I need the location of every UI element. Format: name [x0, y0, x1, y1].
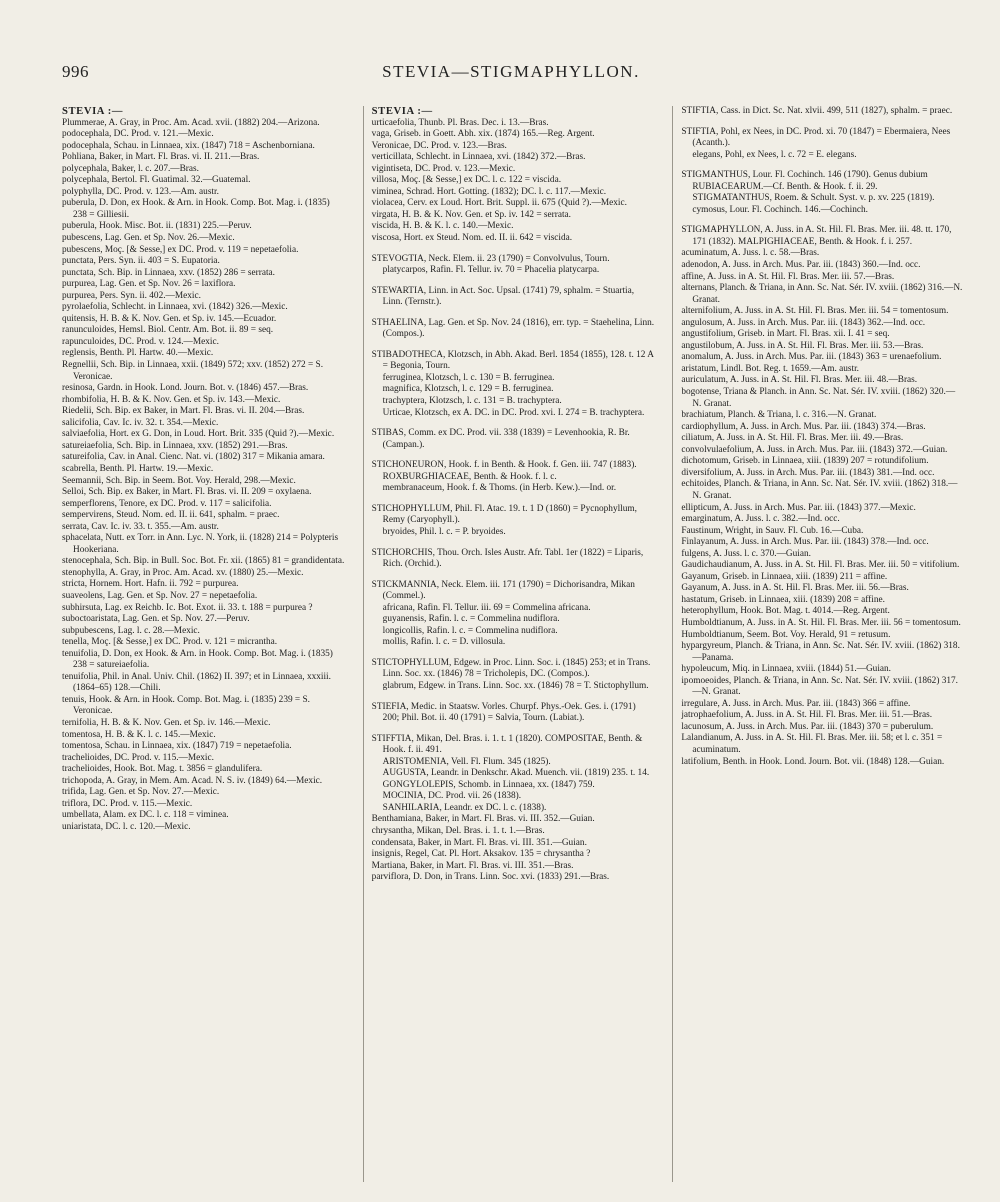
dictionary-entry: scabrella, Benth. Pl. Hartw. 19.—Mexic. [62, 463, 214, 474]
dictionary-entry: sempervirens, Steud. Nom. ed. II. ii. 641, sphalm. = praec. [62, 510, 280, 521]
dictionary-entry: STIFTIA, Cass. in Dict. Sc. Nat. xlvii. 499, 511 (1827), sphalm. = praec. [681, 106, 953, 116]
dictionary-entry: pyrolaefolia, Schlecht. in Linnaea, xvi. (1842) 326.—Mexic. [62, 302, 288, 313]
dictionary-entry: Gayanum, Griseb. in Linnaea, xiii. (1839) 211 = affine. [681, 571, 888, 582]
dictionary-entry: alternifolium, A. Juss. in A. St. Hil. Fl. Bras. Mer. iii. 54 = tomentosum. [681, 306, 949, 317]
dictionary-entry: STEWARTIA, Linn. in Act. Soc. Upsal. (1741) 79, sphalm. = Stuartia, Linn. (Ternstr.). [371, 285, 635, 308]
dictionary-entry: umbellata, Alam. ex DC. l. c. 118 = viminea. [62, 810, 229, 821]
dictionary-entry: satureiaefolia, Sch. Bip. in Linnaea, xxv. (1852) 291.—Bras. [62, 440, 288, 451]
dictionary-entry: tenuifolia, Phil. in Anal. Univ. Chil. (1862) II. 397; et in Linnaea, xxxiii. (1864–65) 128.—Chili. [62, 671, 331, 694]
dictionary-entry: hypoleucum, Miq. in Linnaea, xviii. (1844) 51.—Guian. [681, 664, 892, 675]
dictionary-entry: Humboldtianum, Seem. Bot. Voy. Herald, 91 = retusum. [681, 629, 891, 640]
dictionary-entry: Benthamiana, Baker, in Mart. Fl. Bras. vi. III. 352.—Guian. [371, 814, 595, 825]
dictionary-entry: tenella, Moç. [& Sesse,] ex DC. Prod. v. 121 = micrantha. [62, 637, 278, 648]
dictionary-entry: latifolium, Benth. in Hook. Lond. Journ. Bot. vii. (1848) 128.—Guian. [681, 756, 945, 767]
dictionary-entry: suboctoaristata, Lag. Gen. et Sp. Nov. 27.—Peruv. [62, 614, 250, 625]
dictionary-entry: pubescens, Lag. Gen. et Sp. Nov. 26.—Mexic. [62, 233, 235, 244]
dictionary-entry: tenuifolia, D. Don, ex Hook. & Arn. in Hook. Comp. Bot. Mag. i. (1835) 238 = satureiaefolia. [62, 648, 333, 671]
dictionary-entry: podocephala, DC. Prod. v. 121.—Mexic. [62, 129, 214, 140]
text-column [363, 106, 655, 1182]
dictionary-entry: STIBADOTHECA, Klotzsch, in Abh. Akad. Berl. 1854 (1855), 128. t. 12 A = Begonia, Tourn. ferruginea, Klotzsch, l. c. 130 = B. ferruginea. magnifica, Klotzsch, l. c. 129 = B. ferruginea. trachyptera, Klotzsch, l. c. 131 = B. trachyptera. Urticae, Klotzsch, ex A. DC. in DC. Prod. xvi. I. 274 = B. trachyptera. [371, 349, 654, 418]
dictionary-entry: urticaefolia, Thunb. Pl. Bras. Dec. i. 13.—Bras. [371, 117, 549, 128]
dictionary-entry: polyphylla, DC. Prod. v. 123.—Am. austr. [62, 186, 219, 197]
dictionary-entry: Veronicae, DC. Prod. v. 123.—Bras. [371, 140, 507, 151]
dictionary-entry: violacea, Cerv. ex Loud. Hort. Brit. Suppl. ii. 675 (Quid ?).—Mexic. [371, 198, 627, 209]
page-header [62, 62, 960, 90]
dictionary-entry: uniaristata, DC. l. c. 120.—Mexic. [62, 821, 191, 832]
dictionary-entry: trichopoda, A. Gray, in Mem. Am. Acad. N. S. iv. (1849) 64.—Mexic. [62, 775, 323, 786]
dictionary-entry: stenocephala, Sch. Bip. in Bull. Soc. Bot. Fr. xii. (1865) 81 = grandidentata. [62, 556, 345, 567]
dictionary-entry: trachelioides, DC. Prod. v. 115.—Mexic. [62, 752, 214, 763]
text-columns [62, 106, 964, 1182]
dictionary-entry: Pohliana, Baker, in Mart. Fl. Bras. vi. II. 211.—Bras. [62, 152, 260, 163]
dictionary-entry: jatrophaefolium, A. Juss. in A. St. Hil. Fl. Bras. Mer. iii. 51.—Bras. [681, 710, 933, 721]
dictionary-entry: STICHORCHIS, Thou. Orch. Isles Austr. Afr. Tabl. 1er (1822) = Liparis, Rich. (Orchid.). [371, 547, 644, 570]
dictionary-entry: lacunosum, A. Juss. in Arch. Mus. Par. iii. (1843) 370 = puberulum. [681, 721, 934, 732]
dictionary-entry: purpurea, Pers. Syn. ii. 402.—Mexic. [62, 290, 201, 301]
dictionary-entry: quitensis, H. B. & K. Nov. Gen. et Sp. iv. 145.—Ecuador. [62, 313, 277, 324]
dictionary-entry: viscosa, Hort. ex Steud. Nom. ed. II. ii. 642 = viscida. [371, 233, 573, 244]
dictionary-entry: affine, A. Juss. in A. St. Hil. Fl. Bras. Mer. iii. 57.—Bras. [681, 271, 895, 282]
dictionary-entry: rhombifolia, H. B. & K. Nov. Gen. et Sp. iv. 143.—Mexic. [62, 394, 281, 405]
dictionary-entry: convolvulaefolium, A. Juss. in Arch. Mus. Par. iii. (1843) 372.—Guian. [681, 444, 948, 455]
dictionary-entry: irregulare, A. Juss. in Arch. Mus. Par. iii. (1843) 366 = affine. [681, 698, 911, 709]
dictionary-entry: trachelioides, Hook. Bot. Mag. t. 3856 = glandulifera. [62, 764, 263, 775]
dictionary-entry: Plummerae, A. Gray, in Proc. Am. Acad. xvii. (1882) 204.—Arizona. [62, 117, 320, 128]
dictionary-entry: aristatum, Lindl. Bot. Reg. t. 1659.—Am. austr. [681, 363, 860, 374]
dictionary-entry: STIFFTIA, Mikan, Del. Bras. i. 1. t. 1 (1820). COMPOSITAE, Benth. & Hook. f. ii. 491. ARISTOMENIA, Vell. Fl. Flum. 345 (1825). AUGUSTA, Leandr. in Denkschr. Akad. Muench. vii. (1819) 235. t. 14. GONGYLOLEPIS, Schomb. in Linnaea, xx. (1847) 759. MOCINIA, DC. Prod. vii. 26 (1838). SANHILARIA, Leandr. ex DC. l. c. (1838). [371, 733, 650, 813]
dictionary-entry: Finlayanum, A. Juss. in Arch. Mus. Par. iii. (1843) 378.—Ind. occ. [681, 537, 929, 548]
dictionary-entry: subpubescens, Lag. l. c. 28.—Mexic. [62, 625, 200, 636]
dictionary-entry: Gaudichaudianum, A. Juss. in A. St. Hil. Fl. Bras. Mer. iii. 50 = vitifolium. [681, 560, 960, 571]
dictionary-entry: Faustinum, Wright, in Sauv. Fl. Cub. 16.—Cuba. [681, 525, 864, 536]
dictionary-entry: polycephala, Bertol. Fl. Guatimal. 32.—Guatemal. [62, 175, 251, 186]
dictionary-entry: tomentosa, H. B. & K. l. c. 145.—Mexic. [62, 729, 216, 740]
dictionary-entry: bogotense, Triana & Planch. in Ann. Sc. Nat. Sér. IV. xviii. (1862) 320.—N. Granat. [681, 387, 956, 409]
dictionary-entry: reglensis, Benth. Pl. Hartw. 40.—Mexic. [62, 348, 214, 359]
dictionary-entry: STIGMANTHUS, Lour. Fl. Cochinch. 146 (1790). Genus dubium RUBIACEARUM.—Cf. Benth. & Hook. f. ii. 29. STIGMATANTHUS, Roem. & Schult. Syst. v. p. xv. 225 (1819). cymosus, Lour. Fl. Cochinch. 146.—Cochinch. [681, 170, 935, 215]
dictionary-entry: Humboldtianum, A. Juss. in A. St. Hil. Fl. Bras. Mer. iii. 56 = tomentosum. [681, 617, 961, 628]
dictionary-entry: Riedelii, Sch. Bip. ex Baker, in Mart. Fl. Bras. vi. II. 204.—Bras. [62, 406, 305, 417]
dictionary-entry: stenophylla, A. Gray, in Proc. Am. Acad. xv. (1880) 25.—Mexic. [62, 567, 304, 578]
dictionary-entry: Martiana, Baker, in Mart. Fl. Bras. vi. III. 351.—Bras. [371, 860, 574, 871]
dictionary-entry: STIBAS, Comm. ex DC. Prod. vii. 338 (1839) = Levenhookia, R. Br. (Campan.). [371, 428, 630, 450]
dictionary-entry: angustifolium, Griseb. in Mart. Fl. Bras. xii. I. 41 = seq. [681, 329, 890, 340]
dictionary-entry: verticillata, Schlecht. in Linnaea, xvi. (1842) 372.—Bras. [371, 152, 586, 163]
dictionary-entry: auriculatum, A. Juss. in A. St. Hil. Fl. Bras. Mer. iii. 48.—Bras. [681, 375, 918, 386]
dictionary-entry: suaveolens, Lag. Gen. et Sp. Nov. 27 = nepetaefolia. [62, 590, 258, 601]
dictionary-entry: dichotomum, Griseb. in Linnaea, xiii. (1839) 207 = rotundifolium. [681, 456, 929, 467]
dictionary-entry: vigintiseta, DC. Prod. v. 123.—Mexic. [371, 163, 516, 174]
dictionary-entry: Selloi, Sch. Bip. ex Baker, in Mart. Fl. Bras. vi. II. 209 = oxylaena. [62, 487, 312, 498]
dictionary-entry: brachiatum, Planch. & Triana, l. c. 316.—N. Granat. [681, 410, 877, 421]
dictionary-entry: angustilobum, A. Juss. in A. St. Hil. Fl. Bras. Mer. iii. 53.—Bras. [681, 340, 924, 351]
dictionary-entry: STICHOPHYLLUM, Phil. Fl. Atac. 19. t. 1 D (1860) = Pycnophyllum, Remy (Caryophyll.). bryoides, Phil. l. c. = P. bryoides. [371, 503, 637, 537]
dictionary-entry: puberula, Hook. Misc. Bot. ii. (1831) 225.—Peruv. [62, 221, 252, 232]
dictionary-entry: puberula, D. Don, ex Hook. & Arn. in Hook. Comp. Bot. Mag. i. (1835) 238 = Gilliesii. [62, 198, 330, 220]
dictionary-entry: hypargyreum, Planch. & Triana, in Ann. Sc. Nat. Sér. IV. xviii. (1862) 318.—Panama. [681, 641, 960, 663]
dictionary-entry: semperflorens, Tenore, ex DC. Prod. v. 117 = salicifolia. [62, 498, 272, 509]
running-head: STEVIA—STIGMAPHYLLON. [382, 62, 640, 81]
genus-heading: STEVIA :— [371, 106, 433, 117]
dictionary-entry: virgata, H. B. & K. Nov. Gen. et Sp. iv. 142 = serrata. [371, 209, 571, 220]
dictionary-entry: vaga, Griseb. in Goett. Abh. xix. (1874) 165.—Reg. Argent. [371, 129, 595, 140]
dictionary-entry: echitoides, Planch. & Triana, in Ann. Sc. Nat. Sér. IV. xviii. (1862) 318.—N. Granat. [681, 479, 958, 501]
page-number: 996 [62, 62, 89, 81]
dictionary-entry: rapunculoides, DC. Prod. v. 124.—Mexic. [62, 336, 219, 347]
dictionary-entry: Gayanum, A. Juss. in A. St. Hil. Fl. Bras. Mer. iii. 56.—Bras. [681, 583, 909, 594]
dictionary-entry: STIGMAPHYLLON, A. Juss. in A. St. Hil. Fl. Bras. Mer. iii. 48. tt. 170, 171 (1832). MALPIGHIACEAE, Benth. & Hook. f. i. 257. [681, 225, 952, 247]
dictionary-entry: ternifolia, H. B. & K. Nov. Gen. et Sp. iv. 146.—Mexic. [62, 717, 271, 728]
dictionary-entry: satureifolia, Cav. in Anal. Cienc. Nat. vi. (1802) 317 = Mikania amara. [62, 452, 325, 463]
dictionary-entry: STICTOPHYLLUM, Edgew. in Proc. Linn. Soc. i. (1845) 253; et in Trans. Linn. Soc. xx. (1846) 78 = Tricholepis, DC. (Compos.). glabrum, Edgew. in Trans. Linn. Soc. xx. (1846) 78 = T. Stictophyllum. [371, 657, 651, 691]
dictionary-entry: purpurea, Lag. Gen. et Sp. Nov. 26 = laxiflora. [62, 279, 236, 290]
dictionary-entry: podocephala, Schau. in Linnaea, xix. (1847) 718 = Aschenborniana. [62, 140, 315, 151]
dictionary-entry: stricta, Hornem. Hort. Hafn. ii. 792 = purpurea. [62, 579, 239, 590]
dictionary-entry: tenuis, Hook. & Arn. in Hook. Comp. Bot. Mag. i. (1835) 239 = S. Veronicae. [62, 694, 310, 717]
dictionary-entry: condensata, Baker, in Mart. Fl. Bras. vi. III. 351.—Guian. [371, 837, 587, 848]
dictionary-entry: serrata, Cav. Ic. iv. 33. t. 355.—Am. austr. [62, 521, 219, 532]
dictionary-entry: sphacelata, Nutt. ex Torr. in Ann. Lyc. N. York, ii. (1828) 214 = Polypteris Hookeriana. [62, 533, 339, 555]
dictionary-entry: trifida, Lag. Gen. et Sp. Nov. 27.—Mexic. [62, 787, 220, 798]
dictionary-entry: triflora, DC. Prod. v. 115.—Mexic. [62, 798, 193, 809]
dictionary-entry: ellipticum, A. Juss. in Arch. Mus. Par. iii. (1843) 377.—Mexic. [681, 502, 916, 513]
dictionary-entry: adenodon, A. Juss. in Arch. Mus. Par. iii. (1843) 360.—Ind. occ. [681, 260, 921, 271]
dictionary-entry: parviflora, D. Don, in Trans. Linn. Soc. xvi. (1833) 291.—Bras. [371, 872, 610, 883]
dictionary-entry: resinosa, Gardn. in Hook. Lond. Journ. Bot. v. (1846) 457.—Bras. [62, 383, 309, 394]
dictionary-entry: STHAELINA, Lag. Gen. et Sp. Nov. 24 (1816), err. typ. = Staehelina, Linn. (Compos.). [371, 317, 655, 340]
dictionary-entry: cardiophyllum, A. Juss. in Arch. Mus. Par. iii. (1843) 374.—Bras. [681, 421, 926, 432]
dictionary-entry: angulosum, A. Juss. in Arch. Mus. Par. iii. (1843) 362.—Ind. occ. [681, 317, 926, 328]
text-column [672, 106, 964, 1182]
dictionary-entry: polycephala, Baker, l. c. 207.—Bras. [62, 163, 199, 174]
dictionary-entry: STIEFIA, Medic. in Staatsw. Vorles. Churpf. Phys.-Oek. Ges. i. (1791) 200; Phil. Bot. ii. 40 (1791) = Salvia, Tourn. (Labiat.). [371, 701, 636, 724]
dictionary-entry: salicifolia, Cav. Ic. iv. 32. t. 354.—Mexic. [62, 417, 219, 428]
dictionary-entry: villosa, Moç. [& Sesse,] ex DC. l. c. 122 = viscida. [371, 175, 562, 186]
genus-heading: STEVIA :— [62, 106, 124, 117]
dictionary-entry: viminea, Schrad. Hort. Gotting. (1832); DC. l. c. 117.—Mexic. [371, 186, 607, 197]
dictionary-entry: STICKMANNIA, Neck. Elem. iii. 171 (1790) = Dichorisandra, Mikan (Commel.). africana, Rafin. Fl. Tellur. iii. 69 = Commelina africana. guyanensis, Rafin. l. c. = Commelina nudiflora. longicollis, Rafin. l. c. = Commelina nudiflora. mollis, Rafin. l. c. = D. villosula. [371, 579, 635, 648]
dictionary-entry: tomentosa, Schau. in Linnaea, xix. (1847) 719 = nepetaefolia. [62, 741, 292, 752]
dictionary-entry: subhirsuta, Lag. ex Reichb. Ic. Bot. Exot. ii. 33. t. 188 = purpurea ? [62, 602, 313, 613]
dictionary-entry: hastatum, Griseb. in Linnaea, xiii. (1839) 208 = affine. [681, 594, 885, 605]
dictionary-entry: Regnellii, Sch. Bip. in Linnaea, xxii. (1849) 572; xxv. (1852) 272 = S. Veronicae. [62, 360, 324, 382]
dictionary-entry: punctata, Sch. Bip. in Linnaea, xxv. (1852) 286 = serrata. [62, 267, 275, 278]
dictionary-entry: fulgens, A. Juss. l. c. 370.—Guian. [681, 548, 811, 559]
dictionary-entry: alternans, Planch. & Triana, in Ann. Sc. Nat. Sér. IV. xviii. (1862) 316.—N. Granat. [681, 283, 963, 305]
dictionary-entry: diversifolium, A. Juss. in Arch. Mus. Par. iii. (1843) 381.—Ind. occ. [681, 467, 935, 478]
dictionary-entry: chrysantha, Mikan, Del. Bras. i. 1. t. 1.—Bras. [371, 825, 545, 836]
dictionary-entry: STIFTIA, Pohl, ex Nees, in DC. Prod. xi. 70 (1847) = Ebermaiera, Nees (Acanth.). elegans, Pohl, ex Nees, l. c. 72 = E. elegans. [681, 126, 951, 160]
dictionary-entry: pubescens, Moç. [& Sesse,] ex DC. Prod. v. 119 = nepetaefolia. [62, 244, 299, 255]
dictionary-entry: acuminatum, A. Juss. l. c. 58.—Bras. [681, 248, 820, 259]
dictionary-entry: ciliatum, A. Juss. in A. St. Hil. Fl. Bras. Mer. iii. 49.—Bras. [681, 433, 904, 444]
dictionary-entry: Lalandianum, A. Juss. in A. St. Hil. Fl. Bras. Mer. iii. 58; et l. c. 351 = acuminatum. [681, 733, 943, 755]
dictionary-entry: STEVOGTIA, Neck. Elem. ii. 23 (1790) = Convolvulus, Tourn. platycarpos, Rafin. Fl. Tellur. iv. 70 = Phacelia platycarpa. [371, 253, 610, 276]
dictionary-entry: anomalum, A. Juss. in Arch. Mus. Par. iii. (1843) 363 = urenaefolium. [681, 352, 942, 363]
dictionary-entry: salviaefolia, Hort. ex G. Don, in Loud. Hort. Brit. 335 (Quid ?).—Mexic. [62, 429, 335, 440]
dictionary-entry: ranunculoides, Hemsl. Biol. Centr. Am. Bot. ii. 89 = seq. [62, 325, 274, 336]
dictionary-entry: STICHONEURON, Hook. f. in Benth. & Hook. f. Gen. iii. 747 (1883). ROXBURGHIACEAE, Benth. & Hook. f. l. c. membranaceum, Hook. f. & Thoms. (in Herb. Kew.).—Ind. or. [371, 460, 637, 494]
dictionary-entry: viscida, H. B. & K. l. c. 140.—Mexic. [371, 221, 514, 232]
dictionary-entry: ipomoeoides, Planch. & Triana, in Ann. Sc. Nat. Sér. IV. xviii. (1862) 317.—N. Granat. [681, 675, 959, 698]
dictionary-entry: emarginatum, A. Juss. l. c. 382.—Ind. occ. [681, 514, 840, 525]
dictionary-entry: insignis, Regel, Cat. Pl. Hort. Aksakov. 135 = chrysantha ? [371, 849, 591, 860]
dictionary-entry: heterophyllum, Hook. Bot. Mag. t. 4014.—Reg. Argent. [681, 606, 890, 617]
dictionary-entry: punctata, Pers. Syn. ii. 403 = S. Eupatoria. [62, 256, 220, 267]
dictionary-entry: Seemannii, Sch. Bip. in Seem. Bot. Voy. Herald, 298.—Mexic. [62, 475, 296, 486]
text-column [62, 106, 345, 1182]
